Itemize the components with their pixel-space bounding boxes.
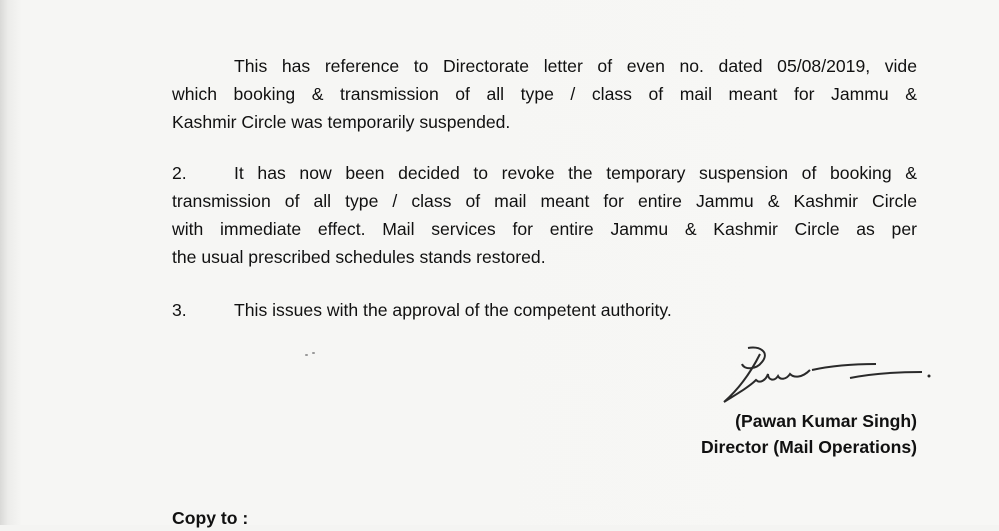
paragraph-1 bbox=[172, 52, 917, 136]
copy-to-heading: Copy to : bbox=[172, 508, 249, 528]
signatory-title: Director (Mail Operations) bbox=[700, 437, 917, 457]
scan-speck bbox=[312, 352, 315, 354]
paragraph-line: This has reference to Directorate letter of even no. dated 05/08/2019, vide bbox=[234, 56, 917, 76]
paragraph-2 bbox=[172, 159, 917, 271]
paragraph-line: This issues with the approval of the competent authority. bbox=[234, 300, 672, 320]
paragraph-number: 3. bbox=[172, 300, 187, 320]
signatory-name: (Pawan Kumar Singh) bbox=[735, 411, 917, 431]
paragraph-line: with immediate effect. Mail services for entire Jammu & Kashmir Circle as per bbox=[172, 219, 917, 239]
paragraph-3 bbox=[172, 296, 917, 324]
paragraph-number: 2. bbox=[172, 163, 187, 183]
scan-speck bbox=[305, 354, 308, 356]
paragraph-line: It has now been decided to revoke the temporary suspension of booking & bbox=[234, 163, 917, 183]
paragraph-line: the usual prescribed schedules stands restored. bbox=[172, 247, 546, 267]
paragraph-line: transmission of all type / class of mail meant for entire Jammu & Kashmir Circle bbox=[172, 191, 917, 211]
paragraph-line: which booking & transmission of all type / class of mail meant for Jammu & bbox=[172, 84, 917, 104]
paragraph-line: Kashmir Circle was temporarily suspended. bbox=[172, 112, 511, 132]
